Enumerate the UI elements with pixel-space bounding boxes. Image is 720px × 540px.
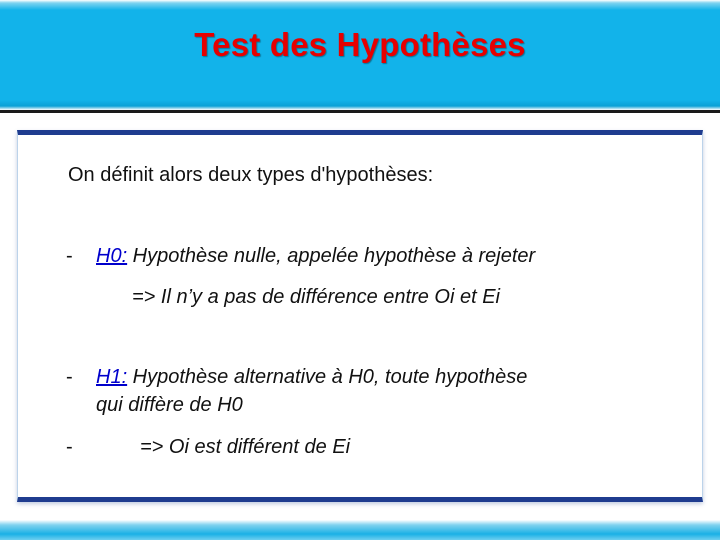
bullet-dash-3: - <box>66 436 73 458</box>
header-divider <box>0 110 720 113</box>
intro-text: On définit alors deux types d'hypothèses: <box>68 164 434 186</box>
slide-title: Test des Hypothèses <box>194 26 526 63</box>
bullet-dash-h0: - <box>66 245 73 267</box>
h1-continuation: qui diffère de H0 <box>96 394 243 416</box>
bullet-h0 <box>96 245 535 268</box>
footer-band <box>0 520 720 540</box>
bullet-h1 <box>96 366 527 389</box>
h0-continuation: => Il n’y a pas de différence entre Oi et Ei <box>132 286 500 308</box>
bullet-dash-h1: - <box>66 366 73 388</box>
h0-label: H0: <box>96 245 128 267</box>
h0-text: Hypothèse nulle, appelée hypothèse à rejeter <box>127 245 536 267</box>
bullet-3-text: => Oi est différent de Ei <box>140 436 351 458</box>
h1-label: H1: <box>96 366 128 388</box>
h1-text: Hypothèse alternative à H0, toute hypothèse <box>127 366 528 388</box>
